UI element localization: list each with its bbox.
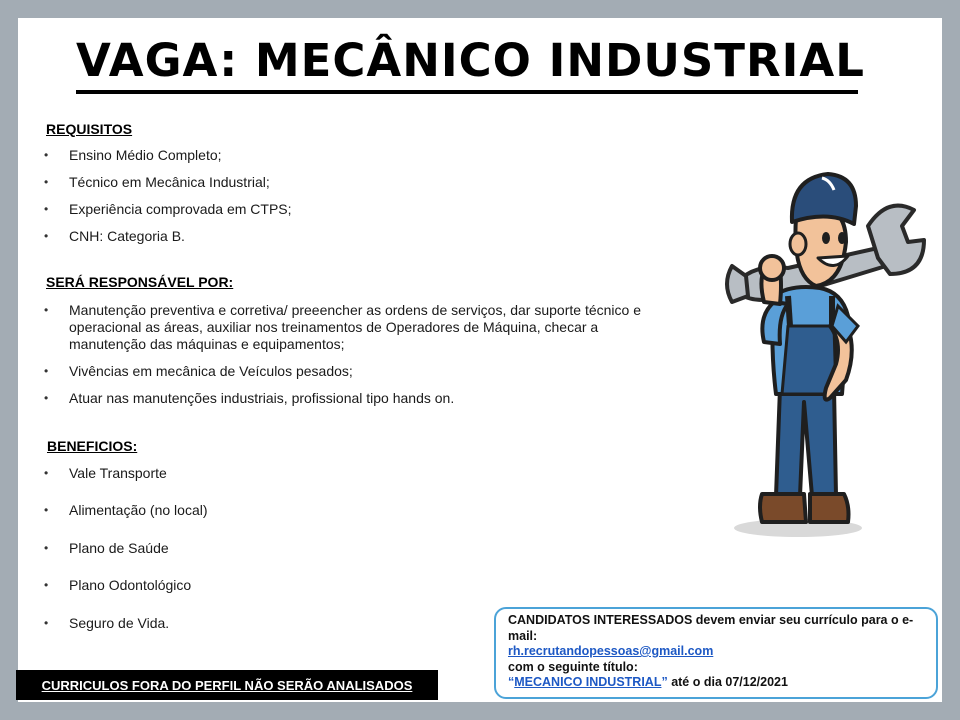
contact-instruction: CANDIDATOS INTERESSADOS devem enviar seu currículo para o e-mail:: [508, 613, 914, 643]
contact-box: [494, 607, 938, 699]
deadline: até o dia 07/12/2021: [667, 675, 788, 689]
job-subject: MECANICO INDUSTRIAL: [514, 675, 662, 689]
warning-banner: CURRICULOS FORA DO PERFIL NÃO SERÃO ANALISADOS: [16, 670, 438, 700]
page-title: VAGA: MECÂNICO INDUSTRIAL: [76, 34, 865, 87]
responsavel-heading: SERÁ RESPONSÁVEL POR:: [46, 274, 234, 290]
title-instruction: com o seguinte título:: [508, 659, 638, 674]
subject-line: “MECANICO INDUSTRIAL” até o dia 07/12/2021: [508, 675, 788, 689]
mechanic-illustration: [718, 166, 930, 542]
beneficios-heading: BENEFICIOS:: [47, 438, 138, 454]
requisitos-heading: REQUISITOS: [46, 121, 133, 137]
title-underline: [76, 90, 858, 94]
email-link[interactable]: rh.recrutandopessoas@gmail.com: [508, 644, 714, 658]
